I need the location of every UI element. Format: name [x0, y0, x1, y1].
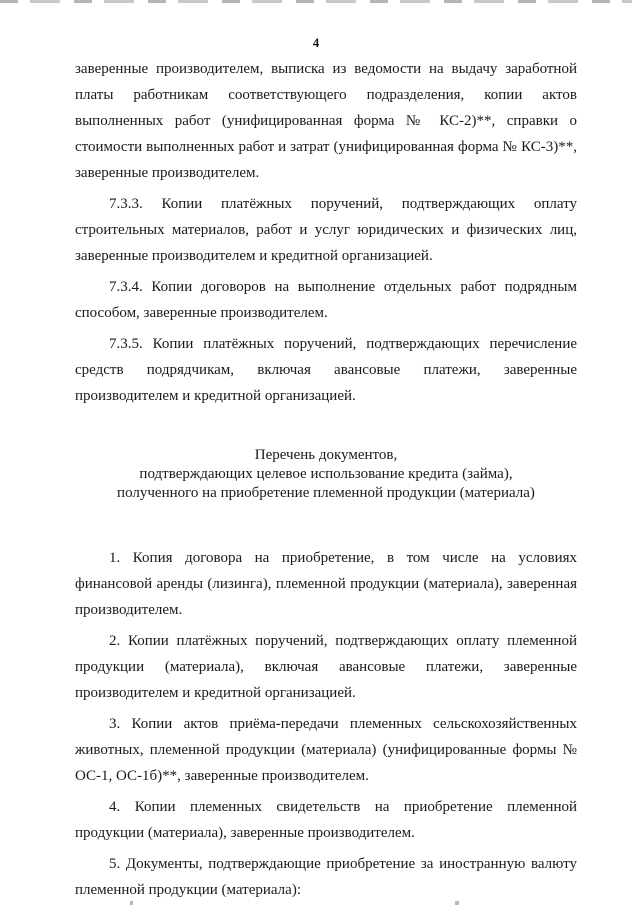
- heading-line-3: полученного на приобретение племенной продукции (материала): [117, 485, 535, 501]
- list-item-5: 5. Документы, подтверждающие приобретение за иностранную валюту племенной продукции (материала):: [75, 856, 577, 898]
- paragraph-7-3-3: 7.3.3. Копии платёжных поручений, подтверждающих оплату строительных материалов, работ и услуг юридических и физических лиц, заверенные производителем и кредитной организацией.: [75, 196, 577, 264]
- list-item-1: 1. Копия договора на приобретение, в том числе на условиях финансовой аренды (лизинга), племенной продукции (материала), заверенная производителем.: [75, 550, 577, 618]
- list-item-2: 2. Копии платёжных поручений, подтверждающих оплату племенной продукции (материала), включая авансовые платежи, заверенные производителем и кредитной организацией.: [75, 633, 577, 701]
- heading-line-1: Перечень документов,: [254, 447, 398, 463]
- paragraph-7-3-5: 7.3.5. Копии платёжных поручений, подтверждающих перечисление средств подрядчикам, включая авансовые платежи, заверенные производителем и кредитной организацией.: [75, 336, 577, 404]
- list-item-4: 4. Копии племенных свидетельств на приобретение племенной продукции (материала), заверенные производителем.: [75, 799, 577, 841]
- heading-line-2: подтверждающих целевое использование кредита (займа),: [139, 466, 513, 482]
- paragraph-continuation: заверенные производителем, выписка из ведомости на выдачу заработной платы работникам соответствующего подразделения, копии актов выполненных работ (унифицированная форма № КС-2)**, справки о стоимости выполненных работ и затрат (унифицированная форма № КС-3)**, заверенные производителем.: [75, 61, 577, 181]
- section-heading: [75, 446, 577, 503]
- paragraph-7-3-4: 7.3.4. Копии договоров на выполнение отдельных работ подрядным способом, заверенные производителем.: [75, 279, 577, 321]
- list-item-3: 3. Копии актов приёма-передачи племенных сельскохозяйственных животных, племенной продукции (материала) (унифицированные формы № ОС-1, ОС-1б)**, заверенные производителем.: [75, 716, 577, 784]
- page-number: 4: [312, 35, 320, 50]
- document-body: [75, 56, 577, 908]
- scan-edge-bottom: [0, 901, 632, 905]
- scan-edge-top: [0, 0, 632, 3]
